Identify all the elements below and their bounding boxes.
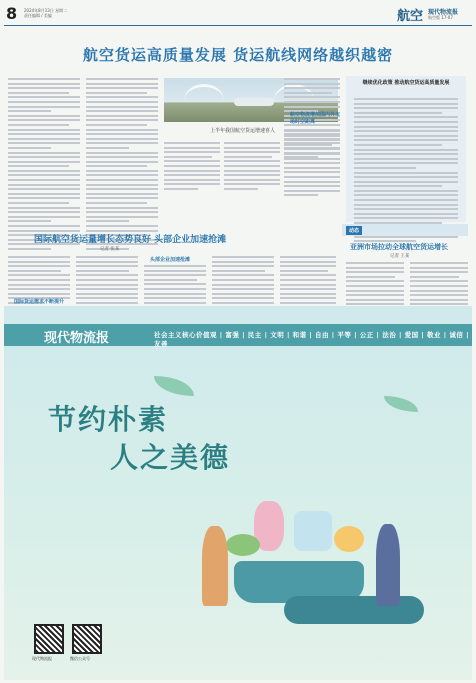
article3-byline: 记者 王某: [390, 254, 410, 259]
edition-info: 航空版 17-07: [428, 15, 453, 20]
main-article-col-4: [224, 142, 280, 193]
vegetable-illustration: [226, 534, 260, 556]
article2-col-3: [144, 265, 206, 311]
article2-headline: 国际航空货运量增长态势良好 头部企业加速抢滩: [34, 235, 227, 245]
news-dynamics-bar: [342, 224, 468, 236]
ad-slogan-line2: 人之美德: [110, 441, 231, 474]
ad-banner: [4, 324, 472, 346]
page-number: 8: [6, 4, 18, 23]
dynamics-tag: 动态: [346, 226, 362, 235]
public-service-ad: [4, 306, 472, 680]
main-article-col-2: [86, 78, 158, 253]
ad-paper-logo: 现代物流报: [44, 331, 110, 346]
date-line: [24, 8, 67, 18]
jar-illustration: [294, 511, 332, 551]
article3-col-2: [410, 262, 468, 313]
airplane-shape: [234, 98, 274, 106]
sidebar-text: [354, 98, 458, 245]
qr-code-2[interactable]: [72, 624, 102, 654]
leaf-decoration: [154, 376, 194, 396]
main-headline: 航空货运高质量发展 货运航线网络越织越密: [82, 46, 394, 64]
article3-headline: 亚洲市场拉动全球航空货运增长: [350, 243, 448, 251]
sidebar-box: [346, 76, 466, 222]
ad-slogan-line1: 节约朴素: [48, 403, 169, 436]
woman-illustration: [376, 524, 400, 606]
sub-col-headline: 航空物流增加国内外市场时空距离: [290, 112, 341, 125]
zucchini-illustration: [284, 596, 424, 624]
article2-subhead-a: 头部企业加速抢滩: [150, 257, 191, 263]
qr-label-1: 现代物流报: [32, 656, 52, 661]
main-article-col-3: [164, 142, 220, 193]
header-rule: [4, 25, 472, 26]
section-name: 航空: [397, 9, 424, 24]
article3-col-1: [346, 262, 404, 313]
qr-code-1[interactable]: [34, 624, 64, 654]
fruit-illustration: [334, 526, 364, 552]
date-text: 2024年8月13日 星期二: [24, 8, 68, 13]
article2-subhead-b: 国际货运需求不断提升: [14, 299, 65, 305]
qr-label-2: 微信公众号: [70, 656, 90, 661]
man-illustration: [202, 526, 228, 606]
paper-logo: 现代物流报: [428, 9, 459, 16]
sidebar-title: 继续优化政策 推动航空货运高质量发展: [362, 80, 450, 86]
photo-caption: 上半年我国航空货运增速喜人: [210, 128, 276, 134]
ad-core-values: 社会主义核心价值观 | 富强 | 民主 | 文明 | 和谐 | 自由 | 平等 | 公正 | 法治 | 爱国 | 敬业 | 诚信 | 友善: [154, 331, 470, 348]
article2-byline: 记者 张某: [100, 247, 120, 252]
editor-text: 责任编辑 / 美编: [24, 13, 52, 18]
leaf-decoration: [384, 396, 418, 412]
main-article-col-1: [8, 78, 80, 253]
